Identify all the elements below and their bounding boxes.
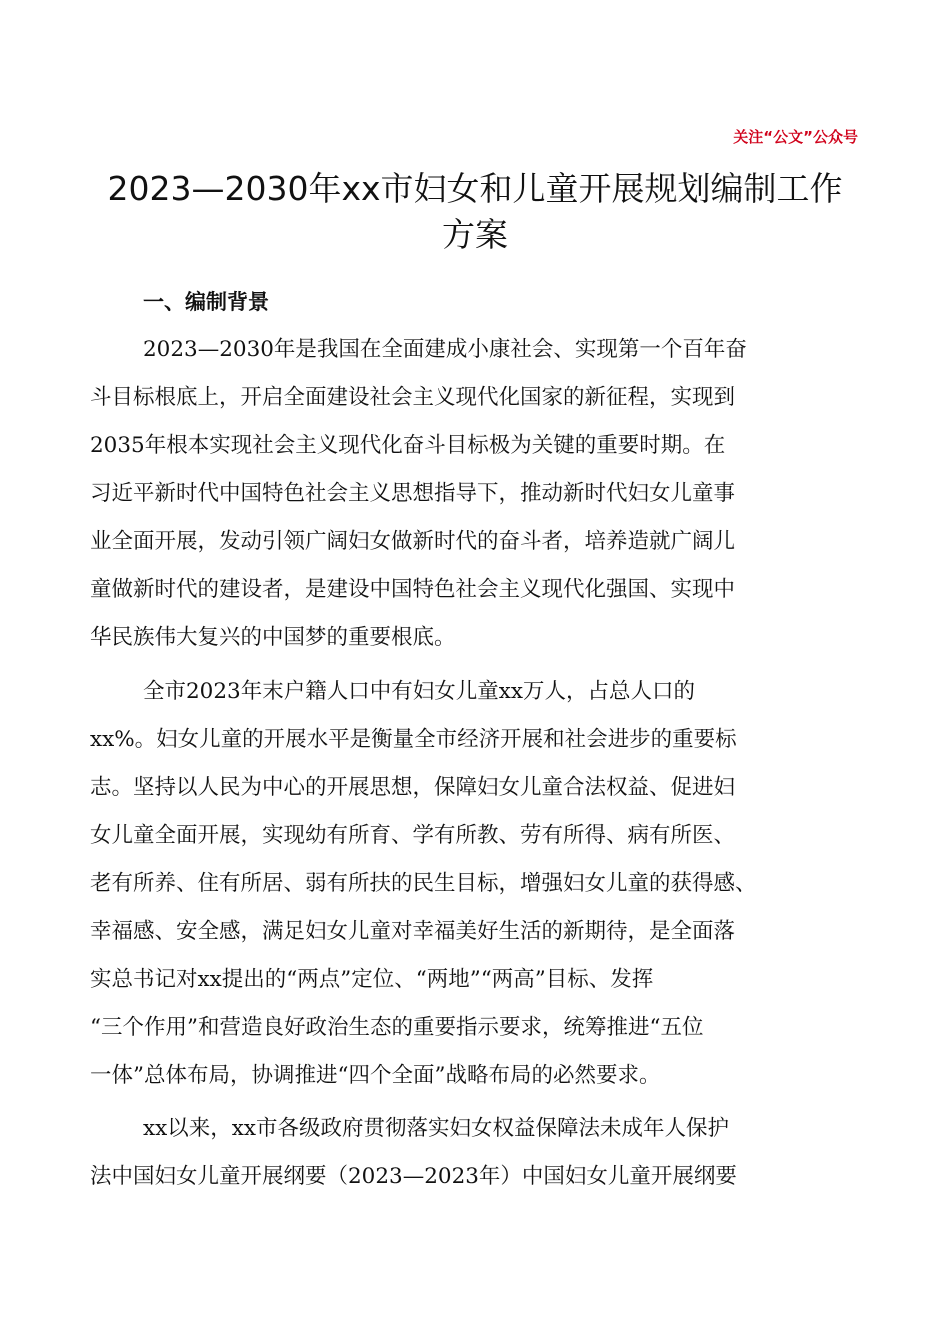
text-line: 法中国妇女儿童开展纲要（2023—2023年）中国妇女儿童开展纲要	[90, 1164, 737, 1189]
text-line: 斗目标根底上，开启全面建设社会主义现代化国家的新征程，实现到	[90, 385, 736, 410]
text-line: 业全面开展，发动引领广阔妇女做新时代的奋斗者，培养造就广阔儿	[90, 529, 736, 554]
title-line-2: 方案	[442, 215, 508, 254]
paragraph-2	[90, 668, 880, 1100]
text-line: 2023—2030年是我国在全面建成小康社会、实现第一个百年奋	[143, 337, 747, 362]
text-line: 华民族伟大复兴的中国梦的重要根底。	[90, 625, 456, 650]
text-line: 2035年根本实现社会主义现代化奋斗目标极为关键的重要时期。在	[90, 433, 726, 458]
header-note: 关注“公文”公众号	[733, 128, 858, 146]
document-title	[60, 166, 890, 258]
text-line: 童做新时代的建设者，是建设中国特色社会主义现代化强国、实现中	[90, 577, 736, 602]
text-line: 女儿童全面开展，实现幼有所育、学有所教、劳有所得、病有所医、	[90, 823, 736, 848]
section-heading: 一、编制背景	[143, 290, 269, 314]
text-line: 全市2023年末户籍人口中有妇女儿童xx万人，占总人口的	[143, 679, 695, 704]
text-line: 幸福感、安全感，满足妇女儿童对幸福美好生活的新期待，是全面落	[90, 919, 736, 944]
paragraph-3	[90, 1105, 880, 1201]
text-line: xx%。妇女儿童的开展水平是衡量全市经济开展和社会进步的重要标	[90, 727, 737, 752]
text-line: “三个作用”和营造良好政治生态的重要指示要求，统筹推进“五位	[90, 1015, 704, 1040]
text-line: 习近平新时代中国特色社会主义思想指导下，推动新时代妇女儿童事	[90, 481, 736, 506]
text-line: 志。坚持以人民为中心的开展思想，保障妇女儿童合法权益、促进妇	[90, 775, 736, 800]
text-line: xx以来，xx市各级政府贯彻落实妇女权益保障法未成年人保护	[143, 1116, 730, 1141]
title-line-1: 2023—2030年xx市妇女和儿童开展规划编制工作	[107, 169, 843, 208]
text-line: 老有所养、住有所居、弱有所扶的民生目标，增强妇女儿童的获得感、	[90, 871, 757, 896]
text-line: 一体”总体布局，协调推进“四个全面”战略布局的必然要求。	[90, 1063, 661, 1088]
paragraph-1	[90, 326, 880, 662]
text-line: 实总书记对xx提出的“两点”定位、“两地”“两高”目标、发挥	[90, 967, 654, 992]
